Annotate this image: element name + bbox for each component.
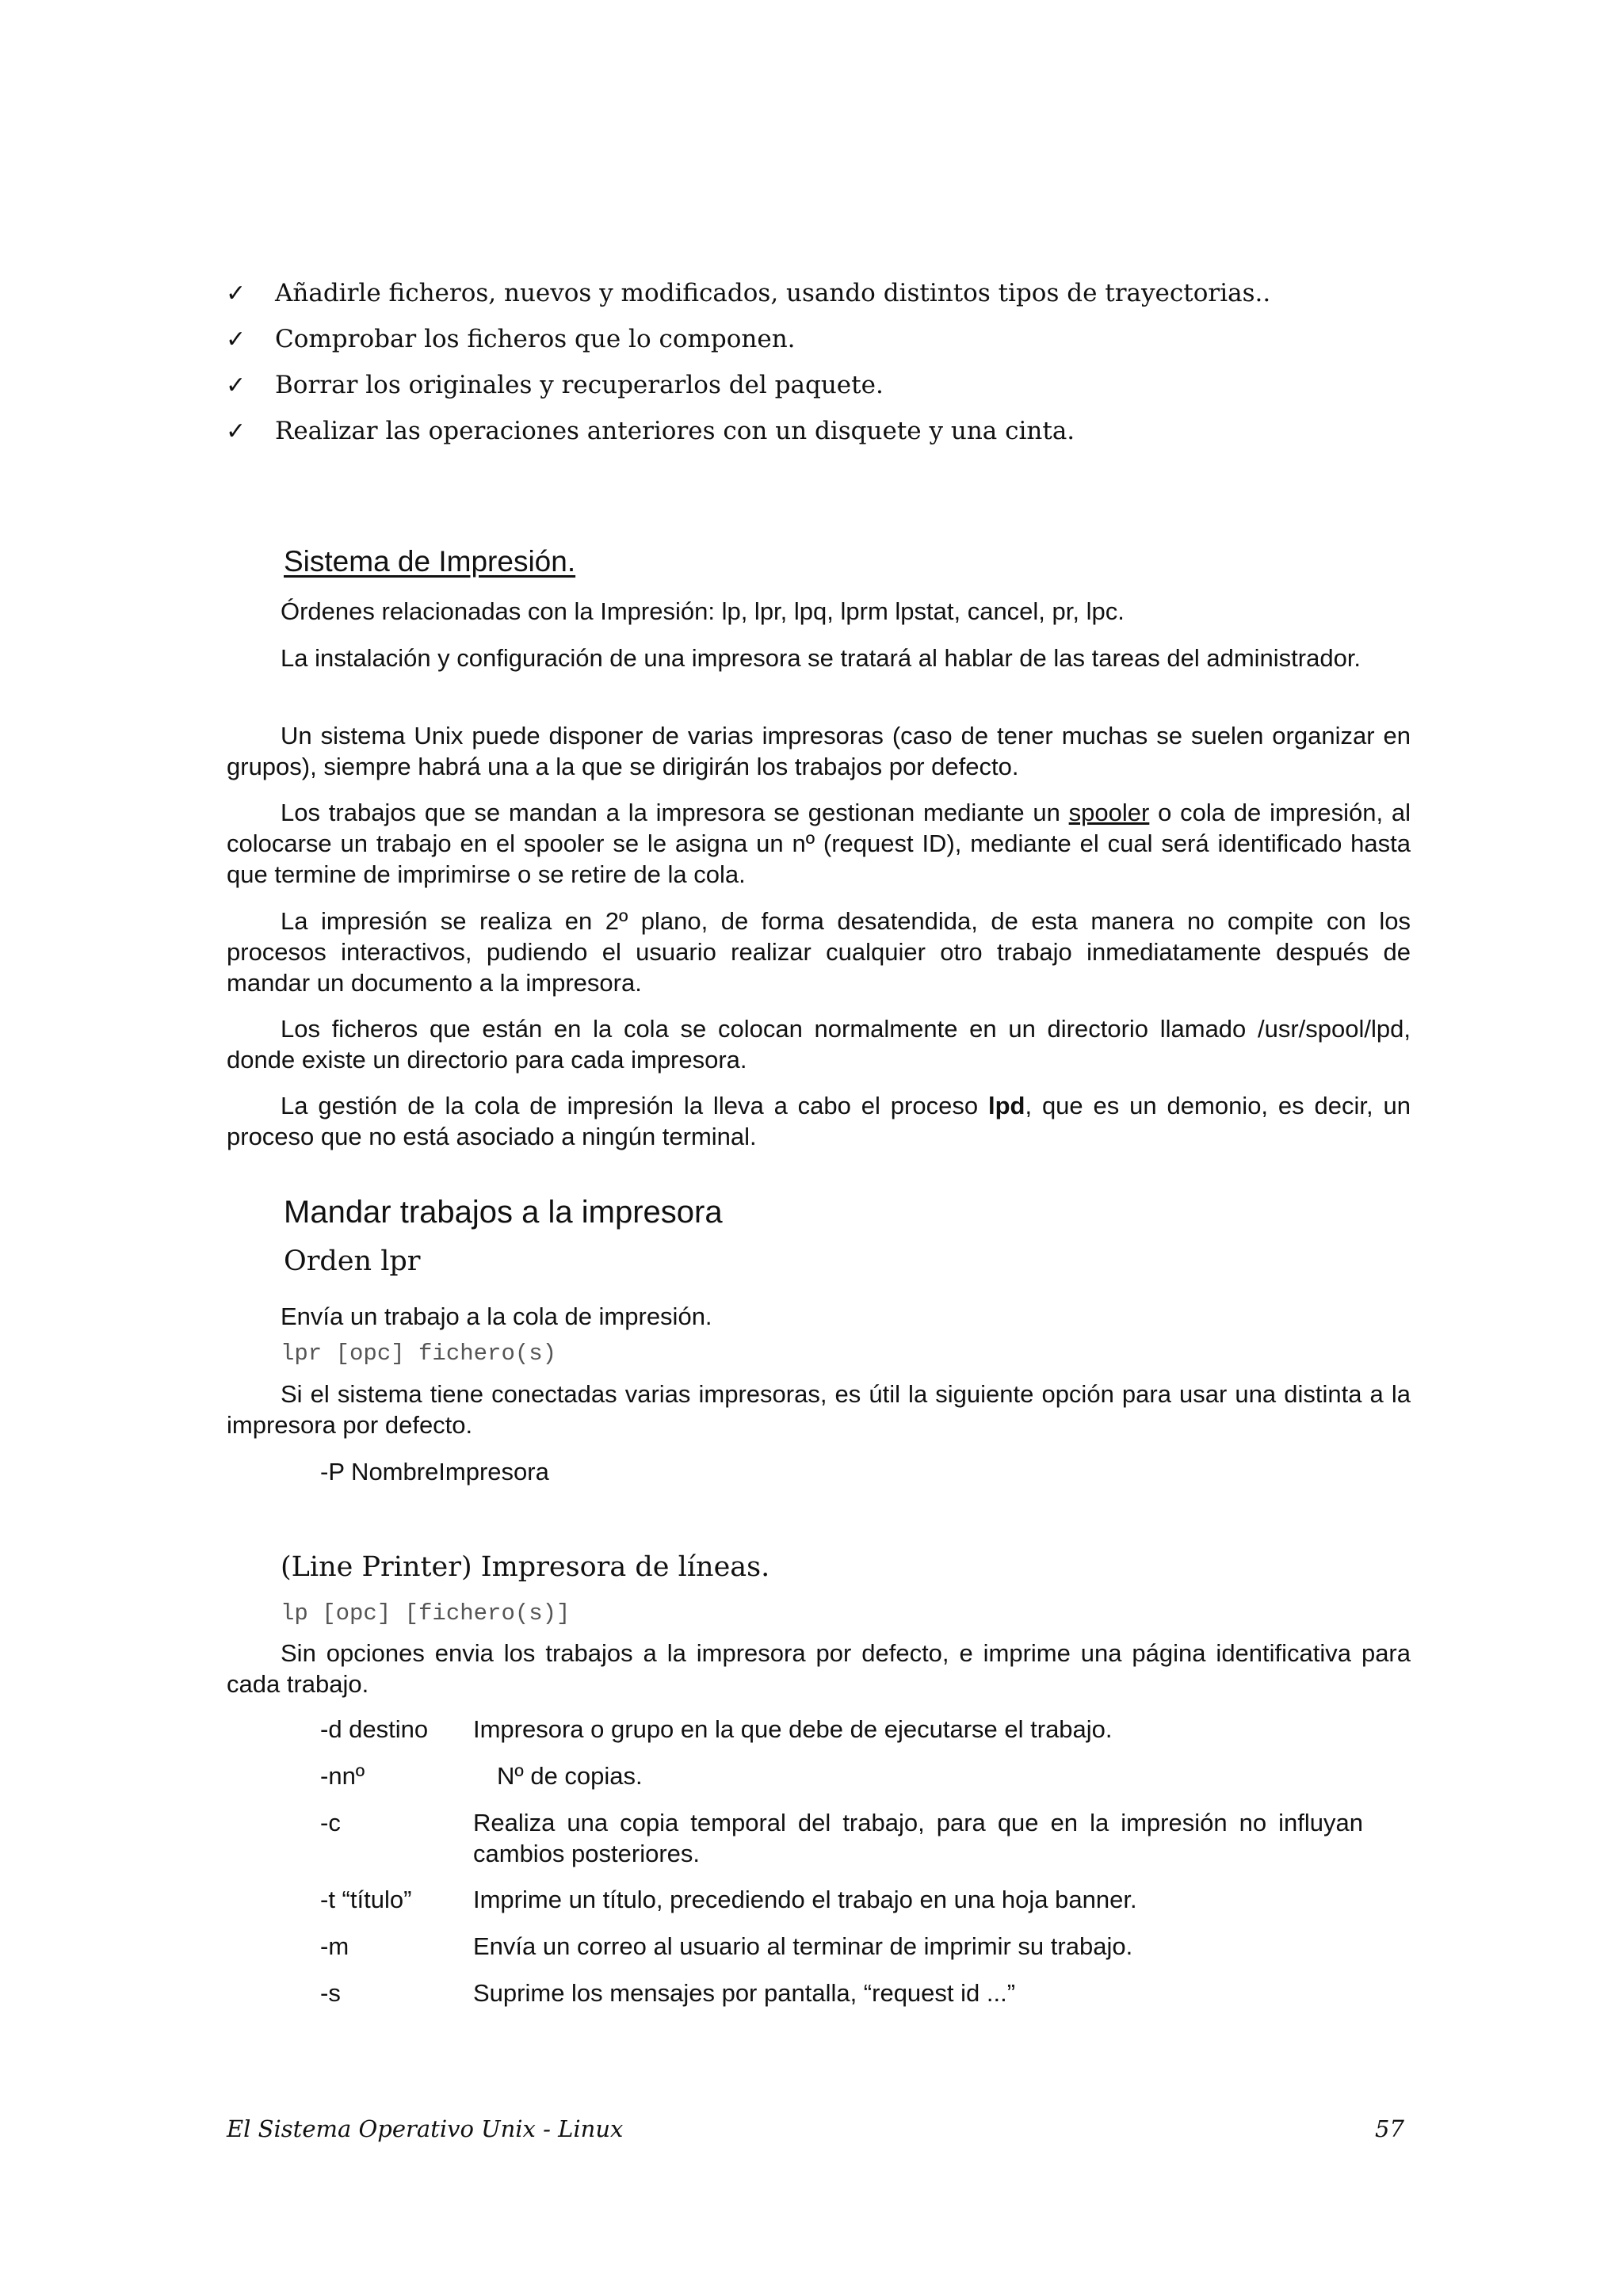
printers-paragraph: Un sistema Unix puede disponer de varias impresoras (caso de tener muchas se suelen organizar en grupos), siempre habrá una a la que se dirigirán los trabajos por defecto. bbox=[227, 722, 1411, 780]
background-paragraph: La impresión se realiza en 2º plano, de forma desatendida, de esta manera no compite con los procesos interactivos, pudiendo el usuario realizar cualquier otro trabajo inmediatamente después de mandar un documento a la impresora. bbox=[227, 907, 1411, 997]
send-jobs-heading: Mandar trabajos a la impresora bbox=[284, 1195, 723, 1230]
lpr-note: Si el sistema tiene conectadas varias impresoras, es útil la siguiente opción para usar una distinta a la impresora por defecto. bbox=[227, 1380, 1411, 1439]
option-row bbox=[320, 1760, 1414, 1791]
lp-heading: (Line Printer) Impresora de líneas. bbox=[281, 1551, 770, 1583]
lp-syntax: lp [opc] [fichero(s)] bbox=[281, 1600, 571, 1627]
checklist-text: Añadirle ficheros, nuevos y modificados, usando distintos tipos de trayectorias.. bbox=[275, 279, 1271, 307]
lpr-description: Envía un trabajo a la cola de impresión. bbox=[281, 1302, 712, 1330]
option-description: Envía un correo al usuario al terminar de imprimir su trabajo. bbox=[473, 1932, 1133, 1960]
spooler-paragraph bbox=[227, 797, 1411, 890]
option-row bbox=[320, 1884, 1414, 1915]
option-name: -c bbox=[320, 1809, 341, 1836]
lp-description: Sin opciones envia los trabajos a la impresora por defecto, e imprime una página identificativa para cada trabajo. bbox=[227, 1639, 1411, 1698]
option-row bbox=[320, 1931, 1414, 1962]
checkmark-icon: ✓ bbox=[226, 418, 246, 445]
checklist-item bbox=[226, 279, 1415, 325]
lpd-text-end: , que es un demonio, es decir, un proceso que no está asociado a ningún terminal. bbox=[227, 1092, 1411, 1150]
lpd-text-start: La gestión de la cola de impresión la lleva a cabo el proceso bbox=[281, 1092, 988, 1119]
option-description: Impresora o grupo en la que debe de ejecutarse el trabajo. bbox=[473, 1715, 1113, 1743]
spooler-text-end: o cola de impresión, al colocarse un trabajo en el spooler se le asigna un nº (request ID), mediante el cual será identificado hasta que termine de imprimirse o se retire de la cola. bbox=[227, 799, 1411, 888]
lpr-heading: Orden lpr bbox=[284, 1245, 421, 1277]
option-name: -m bbox=[320, 1932, 349, 1960]
checklist-text: Comprobar los ficheros que lo componen. bbox=[275, 325, 796, 353]
option-description: Imprime un título, precediendo el trabajo en una hoja banner. bbox=[473, 1886, 1137, 1913]
option-row bbox=[320, 1807, 1414, 1869]
option-row bbox=[320, 1978, 1414, 2008]
lpd-term: lpd bbox=[987, 1092, 1025, 1119]
footer-title: El Sistema Operativo Unix - Linux bbox=[227, 2115, 624, 2142]
orders-paragraph: Órdenes relacionadas con la Impresión: lp, lpr, lpq, lprm lpstat, cancel, pr, lpc. bbox=[281, 597, 1125, 625]
option-description: Realiza una copia temporal del trabajo, para que en la impresión no influyan cambios posteriores. bbox=[473, 1809, 1363, 1867]
checklist bbox=[226, 279, 1415, 463]
checkmark-icon: ✓ bbox=[226, 280, 246, 307]
spooler-text-start: Los trabajos que se mandan a la impresora se gestionan mediante un bbox=[281, 799, 1069, 826]
checklist-text: Borrar los originales y recuperarlos del paquete. bbox=[275, 371, 884, 399]
spooler-term: spooler bbox=[1068, 799, 1150, 826]
option-row bbox=[320, 1714, 1414, 1745]
lpr-option: -P NombreImpresora bbox=[320, 1458, 549, 1486]
option-name: -nnº bbox=[320, 1762, 365, 1790]
section-title: Sistema de Impresión. bbox=[284, 545, 576, 578]
lpr-syntax: lpr [opc] fichero(s) bbox=[281, 1341, 557, 1367]
lpd-paragraph bbox=[227, 1090, 1411, 1152]
option-description: Nº de copias. bbox=[497, 1762, 643, 1790]
checkmark-icon: ✓ bbox=[226, 372, 246, 399]
option-name: -s bbox=[320, 1979, 341, 2007]
checkmark-icon: ✓ bbox=[226, 326, 246, 353]
option-name: -d destino bbox=[320, 1715, 429, 1743]
checklist-item bbox=[226, 417, 1415, 463]
checklist-text: Realizar las operaciones anteriores con un disquete y una cinta. bbox=[275, 417, 1075, 445]
checklist-item bbox=[226, 325, 1415, 371]
option-name: -t “título” bbox=[320, 1886, 412, 1913]
checklist-item bbox=[226, 371, 1415, 417]
queue-directory-paragraph: Los ficheros que están en la cola se colocan normalmente en un directorio llamado /usr/spool/lpd, donde existe un directorio para cada impresora. bbox=[227, 1015, 1411, 1074]
install-paragraph: La instalación y configuración de una impresora se tratará al hablar de las tareas del administrador. bbox=[281, 644, 1361, 672]
option-description: Suprime los mensajes por pantalla, “request id ...” bbox=[473, 1979, 1016, 2007]
page-number: 57 bbox=[1375, 2115, 1404, 2142]
